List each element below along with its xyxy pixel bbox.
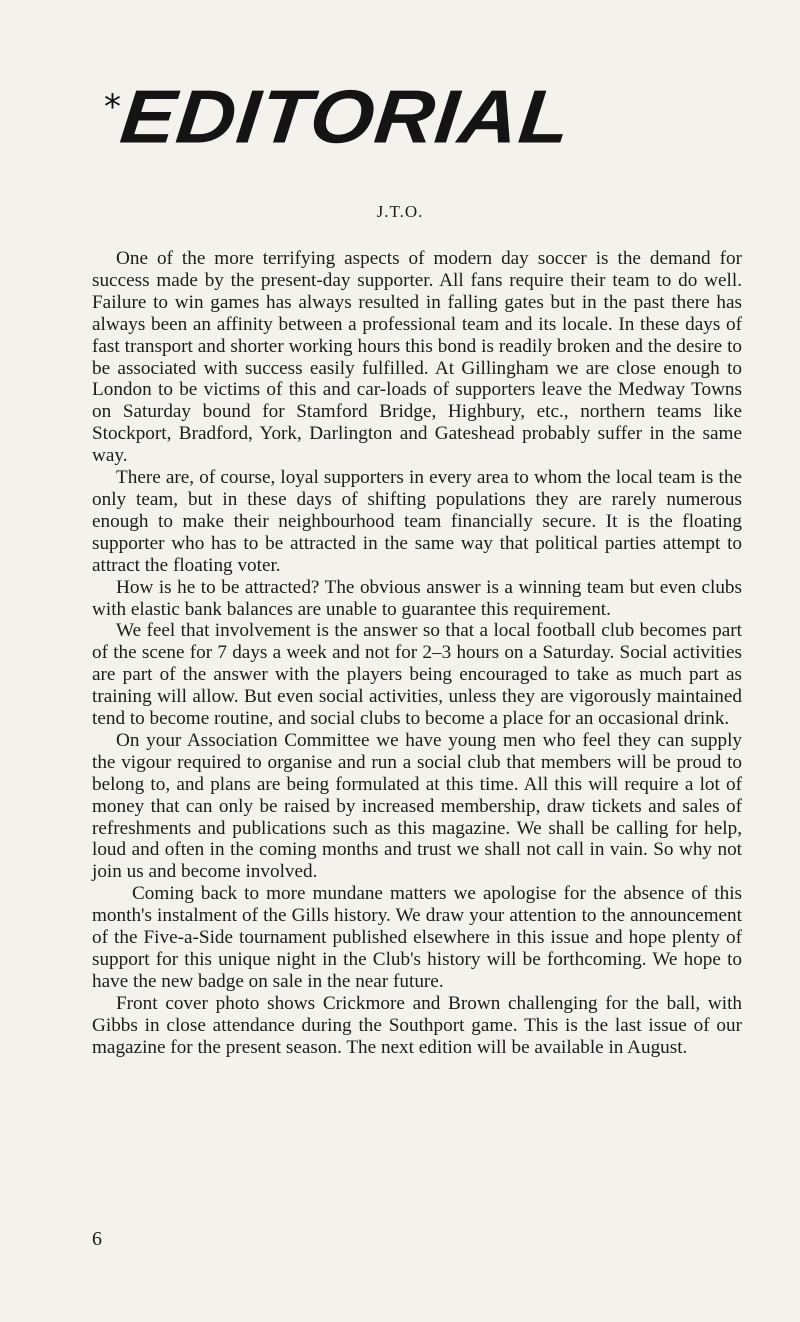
page-number: 6 bbox=[92, 1228, 102, 1250]
paragraph-2: There are, of course, loyal supporters in every area to whom the local team is the only team, but in these days of shifting populations they are rarely numerous enough to make their neighbourhood team financially secure. It is the floating supporter who has to be attracted in the same way that political parties attempt to attract the floating voter. bbox=[92, 467, 742, 576]
author-byline: J.T.O. bbox=[376, 202, 424, 221]
paragraph-6: Coming back to more mundane matters we apologise for the absence of this month's instalment of the Gills history. We draw your attention to the announcement of the Five-a-Side tournament published elsewhere in this issue and hope plenty of support for this unique night in the Club's history will be forthcoming. We hope to have the new badge on sale in the near future. bbox=[92, 883, 742, 992]
paragraph-5: On your Association Committee we have young men who feel they can supply the vigour required to organise and run a social club that members will be proud to belong to, and plans are being formulated at this time. All this will require a lot of money that can only be raised by increased membership, draw tickets and sales of refreshments and publications such as this magazine. We shall be calling for help, loud and often in the coming months and trust we shall not call in vain. So why not join us and become involved. bbox=[92, 729, 742, 883]
editorial-body bbox=[92, 248, 742, 1059]
paragraph-4: We feel that involvement is the answer so that a local football club becomes part of the scene for 7 days a week and not for 2–3 hours on a Saturday. Social activities are part of the answer with the players being encouraged to take as much part as training will allow. But even social activities, unless they are vigorously maintained tend to become routine, and social clubs to become a place for an occasional drink. bbox=[92, 620, 742, 730]
star-icon: * bbox=[104, 87, 121, 127]
editorial-heading bbox=[104, 75, 575, 162]
page-title: EDITORIAL bbox=[116, 75, 575, 160]
paragraph-1: One of the more terrifying aspects of modern day soccer is the demand for success made by the present-day supporter. All fans require their team to do well. Failure to win games has always resulted in falling gates but in the past there has always been an affinity between a professional team and its locale. In these days of fast transport and shorter working hours this bond is readily broken and the desire to be associated with success easily fulfilled. At Gillingham we are close enough to London to be victims of this and car-loads of supporters leave the Medway Towns on Saturday bound for Stamford Bridge, Highbury, etc., northern teams like Stockport, Bradford, York, Darlington and Gateshead probably suffer in the same way. bbox=[92, 248, 742, 467]
paragraph-3: How is he to be attracted? The obvious answer is a winning team but even clubs with elastic bank balances are unable to guarantee this requirement. bbox=[92, 576, 742, 620]
paragraph-7: Front cover photo shows Crickmore and Brown challenging for the ball, with Gibbs in close attendance during the Southport game. This is the last issue of our magazine for the present season. The next edition will be available in August. bbox=[92, 992, 742, 1058]
